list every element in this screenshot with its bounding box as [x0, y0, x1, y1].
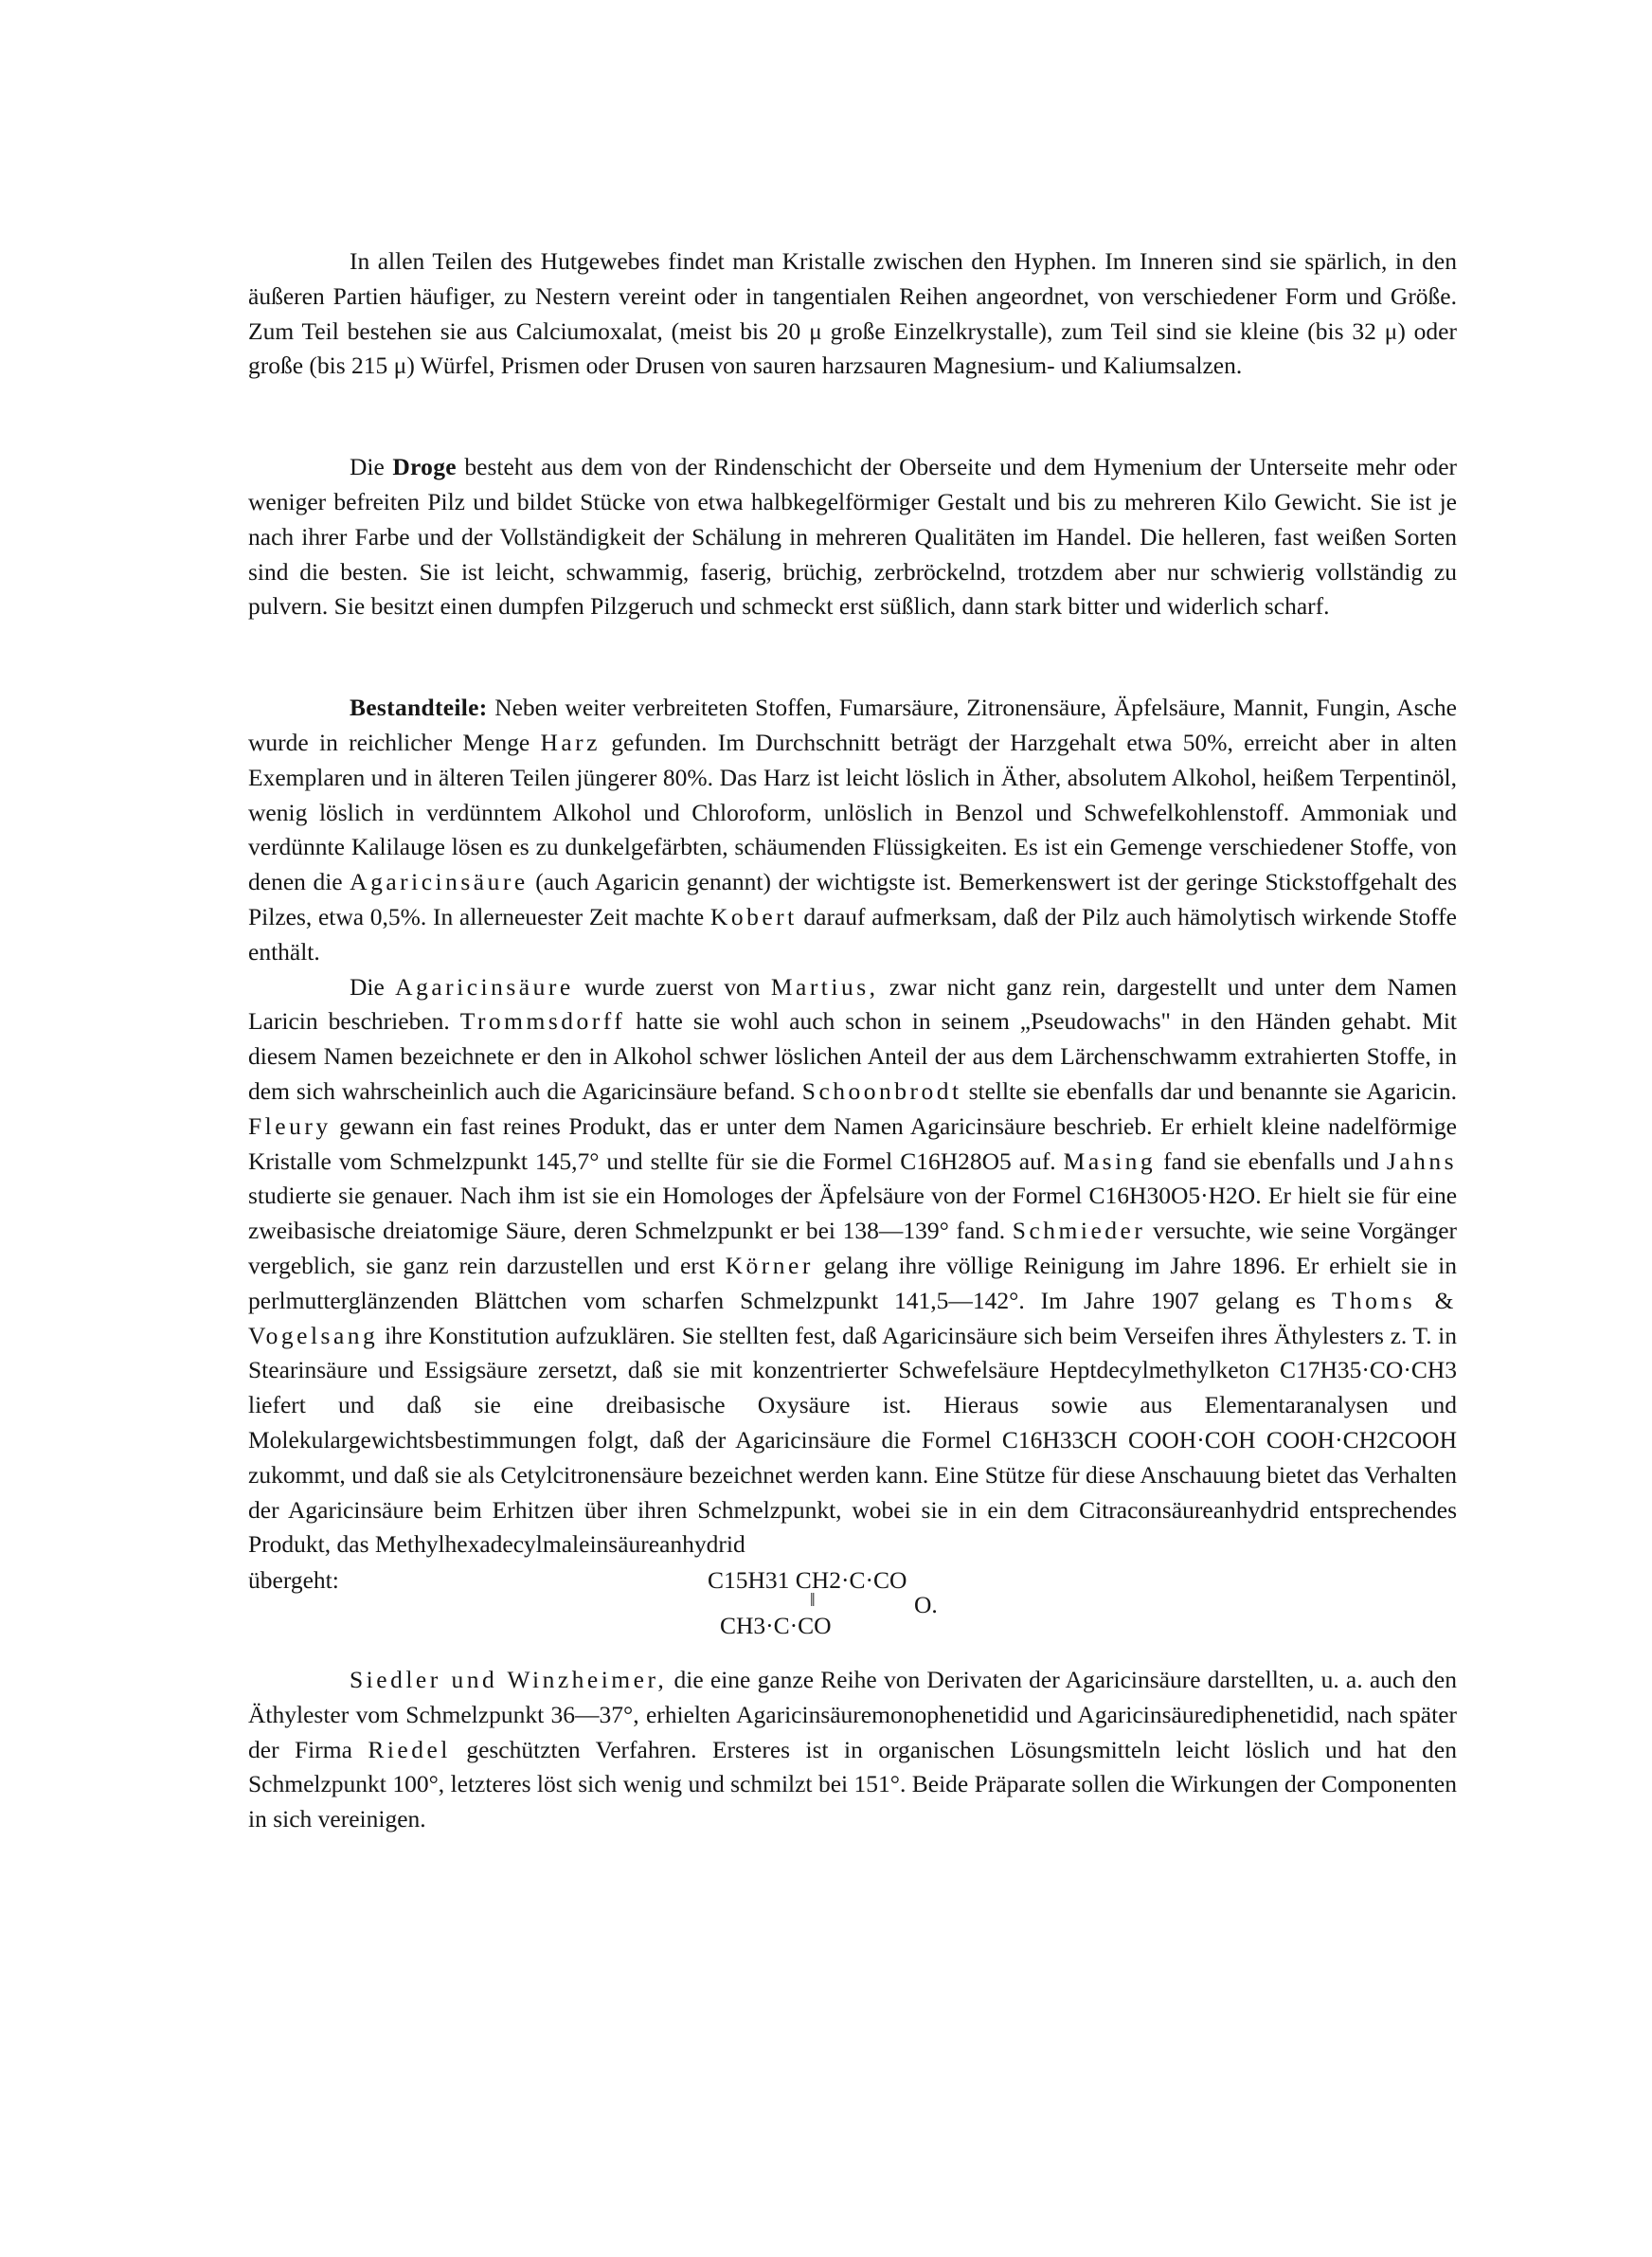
anhydride-oxygen: O.	[914, 1591, 938, 1619]
paragraph-bestandteile: Bestandteile: Neben weiter verbreiteten Stoffen, Fumarsäure, Zitronensäure, Äpfelsäure, Mannit, Fungin, Asche wurde in reichlicher Menge Harz gefunden. Im Durchschnitt beträgt der Harzgehalt etwa 50%, erreicht aber in alten Exemplaren und in älteren Teilen jüngerer 80%. Das Harz ist leicht löslich in Äther, absolutem Alkohol, heißem Terpentinöl, wenig löslich in verdünntem Alkohol und Chloroform, unlöslich in Benzol und Schwefelkohlenstoff. Ammoniak und verdünnte Kalilauge lösen es zu dunkelgefärbten, schäumenden Flüssigkeiten. Es ist ein Gemenge verschiedener Stoffe, von denen die Agaricinsäure (auch Agaricin genannt) der wichtigste ist. Bemerkenswert ist der geringe Stickstoffgehalt des Pilzes, etwa 0,5%. In allerneuester Zeit machte Kobert darauf aufmerksam, daß der Pilz auch hämolytisch wirkende Stoffe enthält.	[248, 694, 1458, 966]
paragraph-derivatives: Siedler und Winzheimer, die eine ganze Reihe von Derivaten der Agaricinsäure darstellten, u. a. auch den Äthylester vom Schmelzpunkt 36—37°, erhielten Agaricinsäuremonophenetidid und Agaricinsäurediphenetidid, nach später der Firma Riedel geschützten Verfahren. Ersteres ist in organischen Lösungsmitteln leicht löslich und hat den Schmelzpunkt 100°, letzteres löst sich wenig und schmilzt bei 151°. Beide Präparate sollen die Wirkungen der Componenten in sich vereinigen.	[248, 1666, 1457, 1833]
paragraph-crystals: In allen Teilen des Hutgewebes findet man Kristalle zwischen den Hyphen. Im Inneren sind sie spärlich, in den äußeren Partien häufiger, zu Nestern vereint oder in tangentialen Reihen angeordnet, von verschiedener Form und Größe. Zum Teil bestehen sie aus Calciumoxalat, (meist bis 20 μ große Einzelkrystalle), zum Teil sind sie kleine (bis 32 μ) oder große (bis 215 μ) Würfel, Prismen oder Drusen von sauren harzsauren Magnesium- und Kaliumsalzen.	[248, 247, 1457, 380]
anhydride-structure: übergeht: C15H31 CH2·C·CO ‖ CH3·C·CO O.	[248, 1566, 938, 1640]
term-droge: Droge	[392, 453, 457, 481]
formula-ketone: C17H35·CO·CH3	[1280, 1356, 1458, 1384]
formula-jahns: C16H30O5·H2O	[1088, 1182, 1256, 1210]
formula-fleury: C16H28O5	[900, 1147, 1012, 1175]
anhydride-line1: C15H31 CH2·C·CO	[708, 1566, 907, 1595]
paragraph-droge: Die Droge besteht aus dem von der Rindenschicht der Oberseite und dem Hymenium der Unterseite mehr oder weniger befreiten Pilz und bildet Stücke von etwa halbkegelförmiger Gestalt und bis zu mehreren Kilo Gewicht. Sie ist je nach ihrer Farbe und der Vollständigkeit der Schälung in mehreren Qualitäten im Handel. Die helleren, fast weißen Sorten sind die besten. Sie ist leicht, schwammig, faserig, brüchig, zerbröckelnd, trotzdem aber nur schwierig vollständig zu pulvern. Sie besitzt einen dumpfen Pilzgeruch und schmeckt erst süßlich, dann stark bitter und widerlich scharf.	[248, 453, 1458, 621]
formula-agaricin: C16H33CH COOH·COH COOH·CH2COOH	[1001, 1425, 1458, 1454]
page-body	[248, 244, 1457, 1837]
paragraph-agaricinsaeure-history: Die Agaricinsäure wurde zuerst von Martius, zwar nicht ganz rein, dargestellt und unter dem Namen Laricin beschrieben. Trommsdorff hatte sie wohl auch schon in seinem „Pseudowachs" in den Händen gehabt. Mit diesem Namen bezeichnete er den in Alkohol schwer löslichen Anteil der aus dem Lärchenschwamm extrahierten Stoffe, in dem sich wahrscheinlich auch die Agaricinsäure befand. Schoonbrodt stellte sie ebenfalls dar und benannte sie Agaricin. Fleury gewann ein fast reines Produkt, das er unter dem Namen Agaricinsäure beschrieb. Er erhielt kleine nadelförmige Kristalle vom Schmelzpunkt 145,7° und stellte für sie die Formel C16H28O5 auf. Masing fand sie ebenfalls und Jahns studierte sie genauer. Nach ihm ist sie ein Homologes der Äpfelsäure von der Formel C16H30O5·H2O. Er hielt sie für eine zweibasische dreiatomige Säure, deren Schmelzpunkt er bei 138—139° fand. Schmieder versuchte, wie seine Vorgänger vergeblich, sie ganz rein darzustellen und erst Körner gelang ihre völlige Reinigung im Jahre 1896. Er erhielt sie in perlmutterglänzenden Blättchen vom scharfen Schmelzpunkt 141,5—142°. Im Jahre 1907 gelang es Thoms & Vogelsang ihre Konstitution aufzuklären. Sie stellten fest, daß Agaricinsäure sich beim Verseifen ihres Äthylesters z. T. in Stearinsäure und Essigsäure zersetzt, daß sie mit konzentrierter Schwefelsäure Heptdecylmethylketon C17H35·CO·CH3 liefert und daß sie eine dreibasische Oxysäure ist. Hieraus sowie aus Elementaranalysen und Molekulargewichtsbestimmungen folgt, daß der Agaricinsäure die Formel C16H33CH COOH·COH COOH·CH2COOH zukommt, und daß sie als Cetylcitronensäure bezeichnet werden kann. Eine Stütze für diese Anschauung bietet das Verhalten der Agaricinsäure beim Erhitzen über ihren Schmelzpunkt, wobei sie in ein dem Citraconsäureanhydrid entsprechendes Produkt, das Methylhexadecylmaleinsäureanhydrid	[248, 972, 1458, 1559]
double-bond-mark: ‖	[810, 1590, 816, 1612]
term-bestandteile: Bestandteile:	[350, 694, 488, 722]
anhydride-line2: CH3·C·CO	[720, 1612, 832, 1640]
